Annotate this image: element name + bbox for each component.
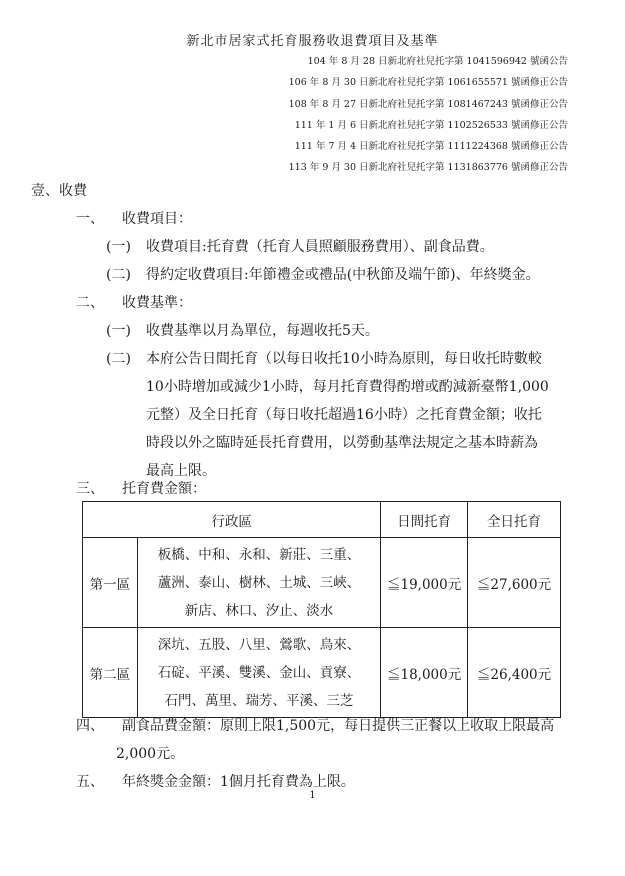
district-list: [137, 628, 380, 718]
item-number: (一): [106, 323, 131, 339]
announcement-line: 108 年 8 月 27 日新北府社兒托字第 1081467243 號函修正公告: [288, 98, 568, 110]
subsection-food-fee: [76, 715, 554, 735]
table-header-row: [83, 502, 561, 538]
subsection-text-continued: 2,000元。: [116, 746, 185, 762]
announcement-line: 106 年 8 月 30 日新北府社兒托字第 1061655571 號函修正公告: [288, 77, 568, 89]
subsection-year-end-bonus: [76, 771, 355, 791]
subsection-fee-basis: [76, 292, 192, 312]
announcement-list: [289, 51, 568, 179]
district-line: 石門、萬里、瑞芳、平溪、三芝: [164, 692, 354, 709]
subsection-text: 年終獎金金額：1個月托育費為上限。: [122, 774, 355, 790]
item-text: 得約定收費項目:年節禮金或禮品(中秋節及端午節)、年終獎金。: [146, 267, 540, 283]
page-number: 1: [309, 790, 316, 801]
subsection-number: 二、: [76, 295, 104, 311]
item-text-line: 本府公告日間托育（以每日收托10小時為原則，每日收托時數較: [146, 351, 542, 367]
announcement-line: 111 年 1 月 6 日新北府社兒托字第 1102526533 號函修正公告: [294, 119, 568, 131]
subsection-label: 收費項目：: [122, 211, 192, 227]
day-care-fee: ≦18,000元: [381, 628, 468, 718]
fee-item-2: [106, 264, 540, 284]
item-text-line: 時段以外之臨時延長托育費用，以勞動基準法規定之基本時薪為: [146, 435, 538, 451]
subsection-label: 收費基準：: [122, 295, 192, 311]
subsection-childcare-amount: [76, 478, 206, 498]
subsection-label: 托育費金額：: [122, 481, 206, 497]
district-line: 石碇、平溪、雙溪、金山、貢寮、: [157, 664, 361, 681]
full-day-care-fee: ≦26,400元: [468, 628, 561, 718]
district-line: 深坑、五股、八里、鶯歌、烏來、: [157, 636, 361, 653]
fee-table: [82, 501, 561, 718]
day-care-fee: ≦19,000元: [381, 538, 468, 628]
district-list: [137, 538, 380, 628]
item-number: (一): [106, 239, 131, 255]
header-day-care: 日間托育: [381, 502, 468, 538]
zone-label: 第二區: [83, 628, 138, 718]
subsection-text: 副食品費金額：原則上限1,500元，每日提供三正餐以上收取上限最高: [122, 718, 555, 734]
item-text-line: 10小時增加或減少1小時，每月托育費得酌增或酌減新臺幣1,000: [146, 379, 549, 395]
table-row: [83, 628, 561, 718]
header-district: 行政區: [83, 502, 381, 538]
basis-item-1: [106, 320, 379, 340]
subsection-number: 四、: [76, 718, 104, 734]
item-number: (二): [106, 267, 131, 283]
basis-item-2: [106, 348, 542, 368]
item-text-line: 最高上限。: [146, 463, 216, 479]
item-number: (二): [106, 351, 131, 367]
district-line: 新店、林口、汐止、淡水: [184, 602, 334, 619]
announcement-line: 113 年 9 月 30 日新北府社兒托字第 1131863776 號函修正公告: [288, 162, 568, 174]
item-text: 收費基準以月為單位，每週收托5天。: [146, 323, 379, 339]
subsection-number: 三、: [76, 481, 104, 497]
header-full-day-care: 全日托育: [468, 502, 561, 538]
zone-label: 第一區: [83, 538, 138, 628]
fee-item-1: [106, 236, 494, 256]
item-text-line: 元整）及全日托育（每日收托超過16小時）之托育費金額；收托: [146, 407, 542, 423]
subsection-fee-items: [76, 208, 192, 228]
subsection-number: 一、: [76, 211, 104, 227]
announcement-line: 111 年 7 月 4 日新北府社兒托字第 1111224368 號函修正公告: [294, 141, 568, 153]
district-line: 板橋、中和、永和、新莊、三重、: [157, 546, 361, 563]
full-day-care-fee: ≦27,600元: [468, 538, 561, 628]
subsection-number: 五、: [76, 774, 104, 790]
document-title: 新北市居家式托育服務收退費項目及基準: [186, 34, 439, 49]
announcement-line: 104 年 8 月 28 日新北府社兒托字第 1041596942 號函公告: [307, 56, 568, 67]
district-line: 蘆洲、泰山、樹林、土城、三峽、: [157, 574, 361, 591]
table-row: [83, 538, 561, 628]
item-text: 收費項目:托育費（托育人員照顧服務費用）、副食品費。: [146, 239, 494, 255]
section-heading-fees: 壹、收費: [31, 183, 87, 199]
